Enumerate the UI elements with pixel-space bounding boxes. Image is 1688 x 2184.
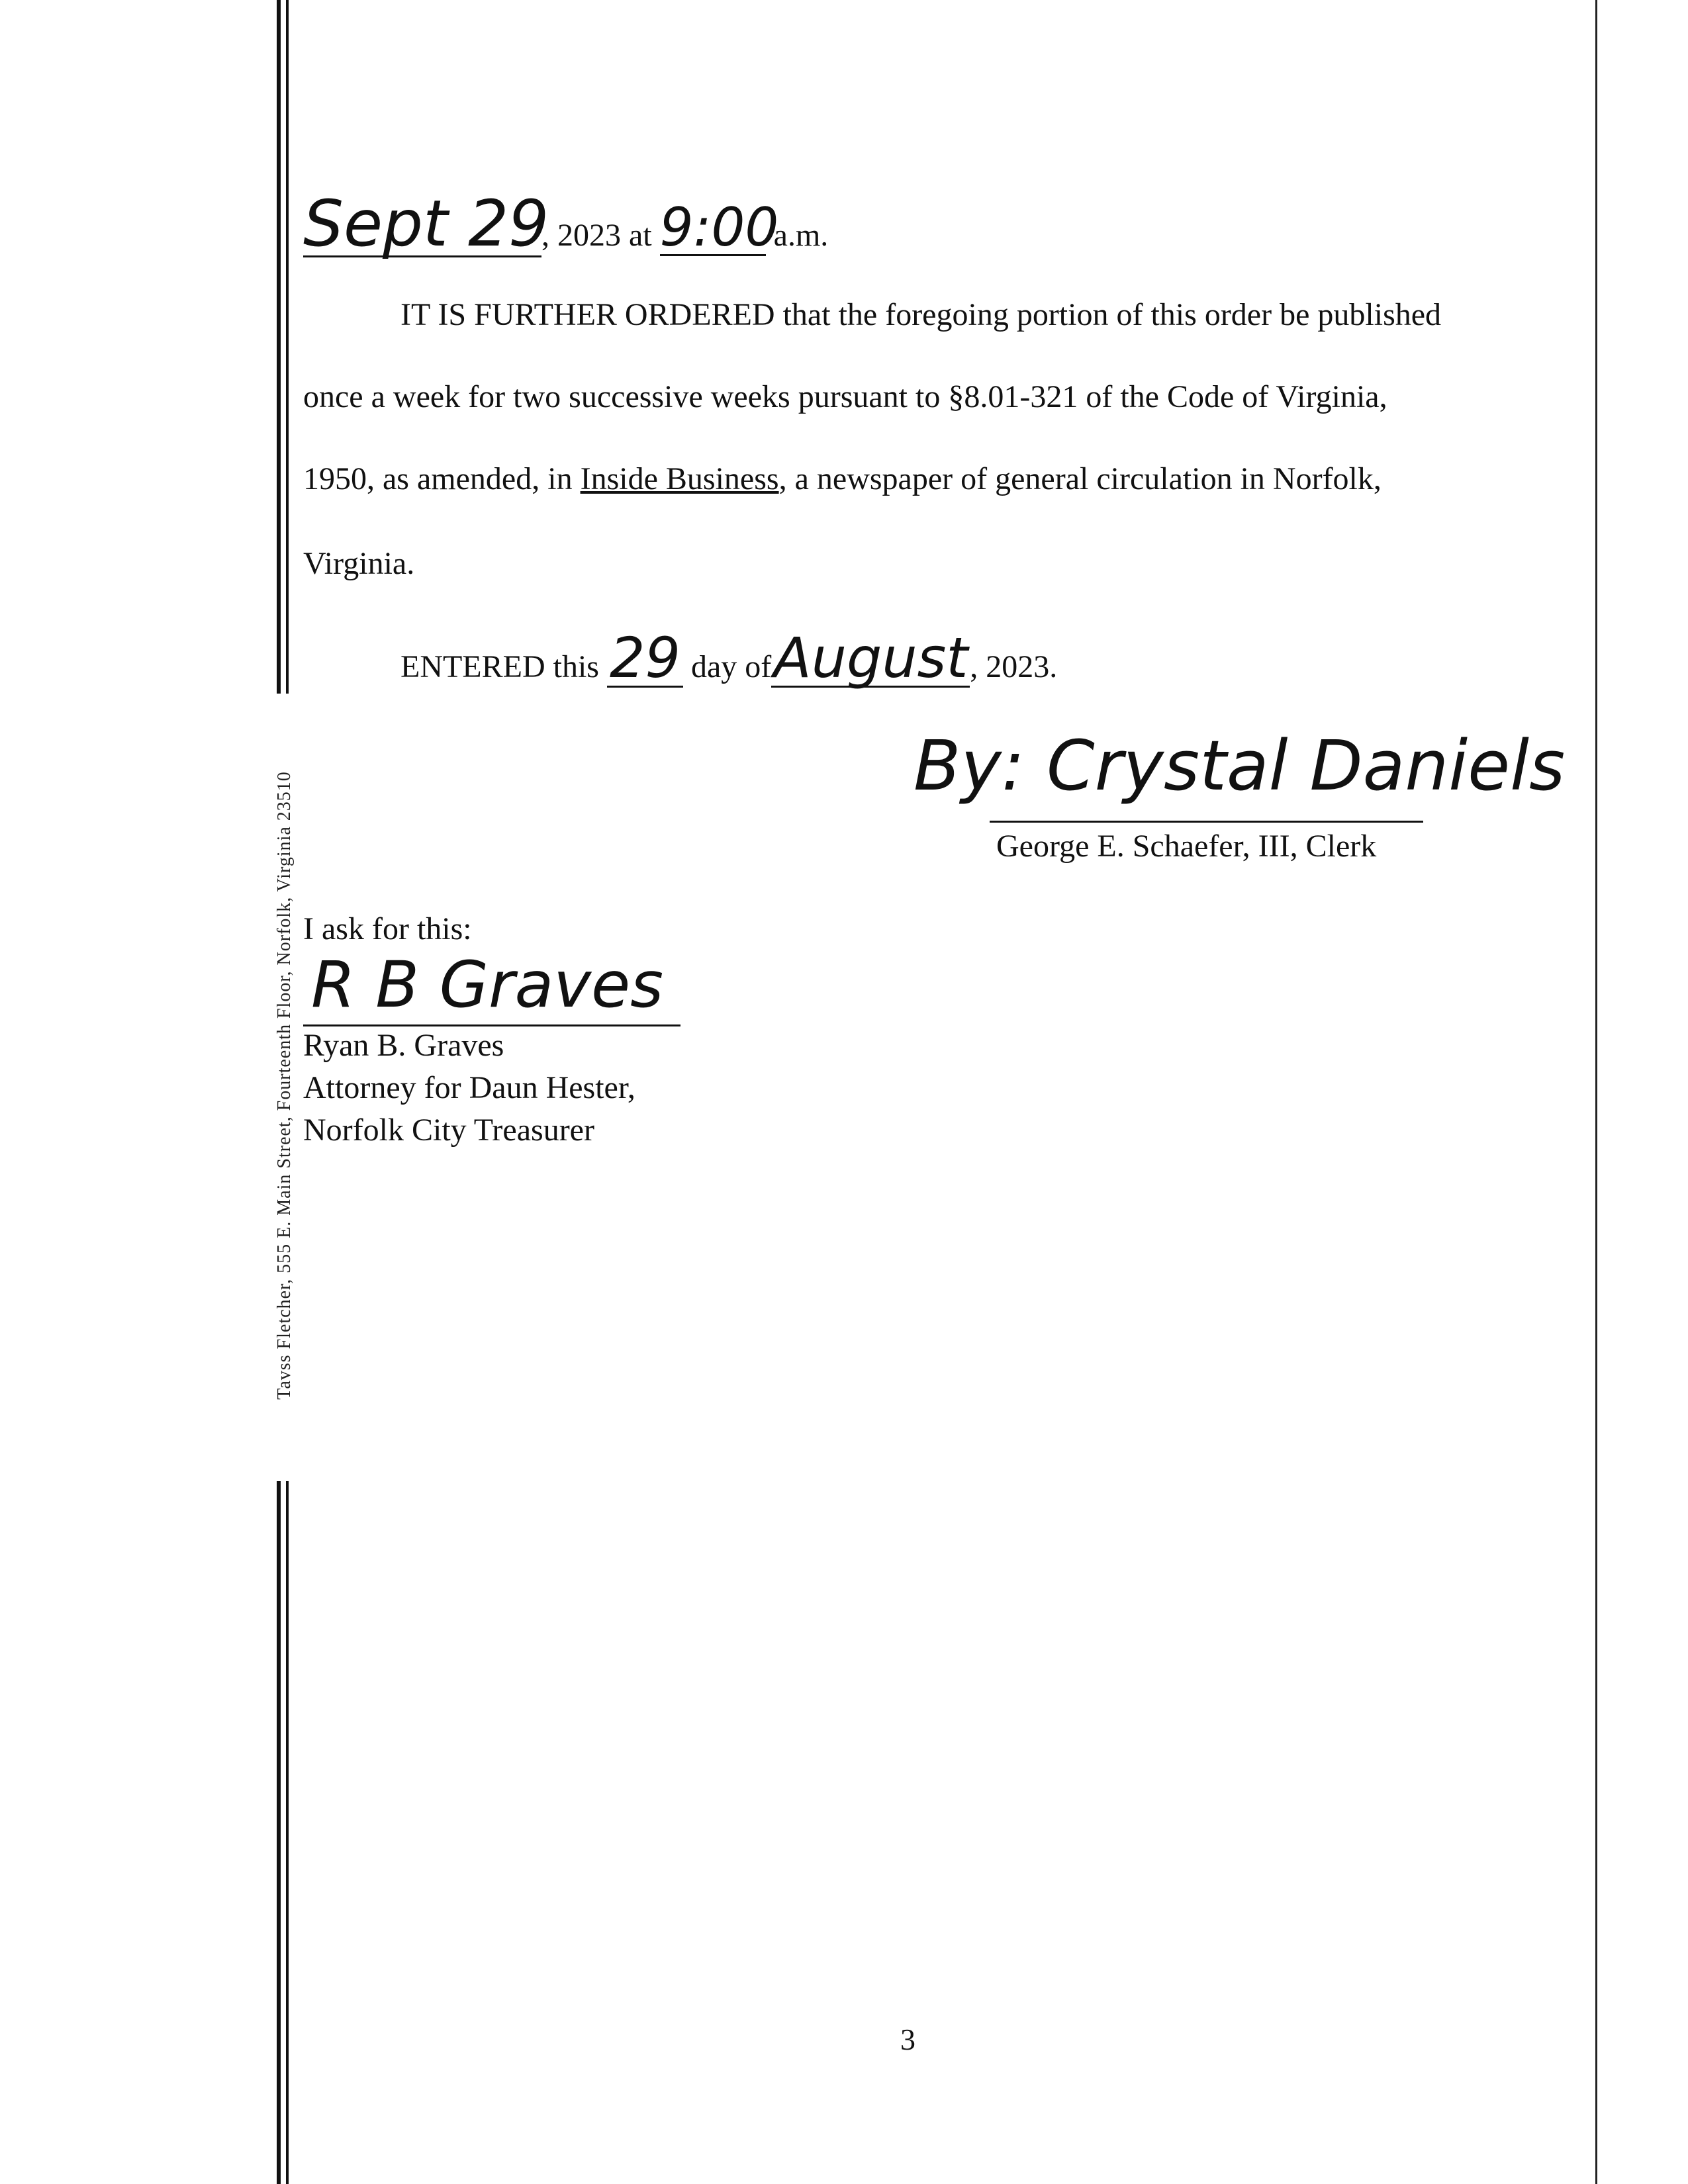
line3-start: 1950, as amended, in: [303, 461, 573, 496]
order-paragraph-line-2: once a week for two successive weeks pursuant to §8.01-321 of the Code of Virginia,: [303, 379, 1387, 414]
line3-end: , a newspaper of general circulation in Norfolk,: [778, 461, 1382, 496]
hearing-date-line: [303, 187, 829, 261]
publication-name: Inside Business: [580, 461, 779, 496]
handwritten-hearing-time: 9:00: [659, 197, 779, 258]
clerk-name: George E. Schaefer, III, Clerk: [996, 829, 1377, 864]
attorney-title-line-1: Attorney for Daun Hester,: [303, 1070, 635, 1105]
day-of-text: day of: [690, 649, 772, 684]
order-paragraph-line-4: Virginia.: [303, 546, 415, 581]
ask-for-this-text: I ask for this:: [303, 911, 472, 946]
year-at-text: , 2023 at: [541, 218, 652, 253]
hearing-date-fill: [303, 187, 549, 261]
attorney-name: Ryan B. Graves: [303, 1028, 504, 1063]
hearing-time-fill: [659, 197, 779, 258]
entered-line: [400, 625, 1058, 690]
clerk-signature: By: Crystal Daniels: [914, 725, 1566, 806]
right-margin-rule: [1595, 0, 1597, 2184]
entered-day-fill: [607, 625, 683, 690]
attorney-signature-line: [303, 1024, 680, 1026]
handwritten-entered-day: 29: [610, 625, 680, 690]
handwritten-entered-month: August: [773, 625, 968, 690]
am-text: a.m.: [773, 218, 829, 253]
page-number: 3: [900, 2023, 915, 2056]
attorney-signature: R B Graves: [311, 948, 664, 1022]
entered-year-text: , 2023.: [970, 649, 1058, 684]
clerk-signature-line: [990, 821, 1423, 823]
order-paragraph-line-1: IT IS FURTHER ORDERED that the foregoing portion of this order be published: [400, 297, 1442, 332]
entered-text: ENTERED this: [400, 649, 599, 684]
entered-month-fill: [771, 625, 970, 690]
handwritten-hearing-date: Sept 29: [303, 187, 549, 261]
attorney-title-line-2: Norfolk City Treasurer: [303, 1113, 594, 1148]
firm-address-margin: Tavss Fletcher, 555 E. Main Street, Fourteenth Floor, Norfolk, Virginia 23510: [274, 771, 295, 1400]
order-paragraph-line-3: [303, 463, 1382, 495]
